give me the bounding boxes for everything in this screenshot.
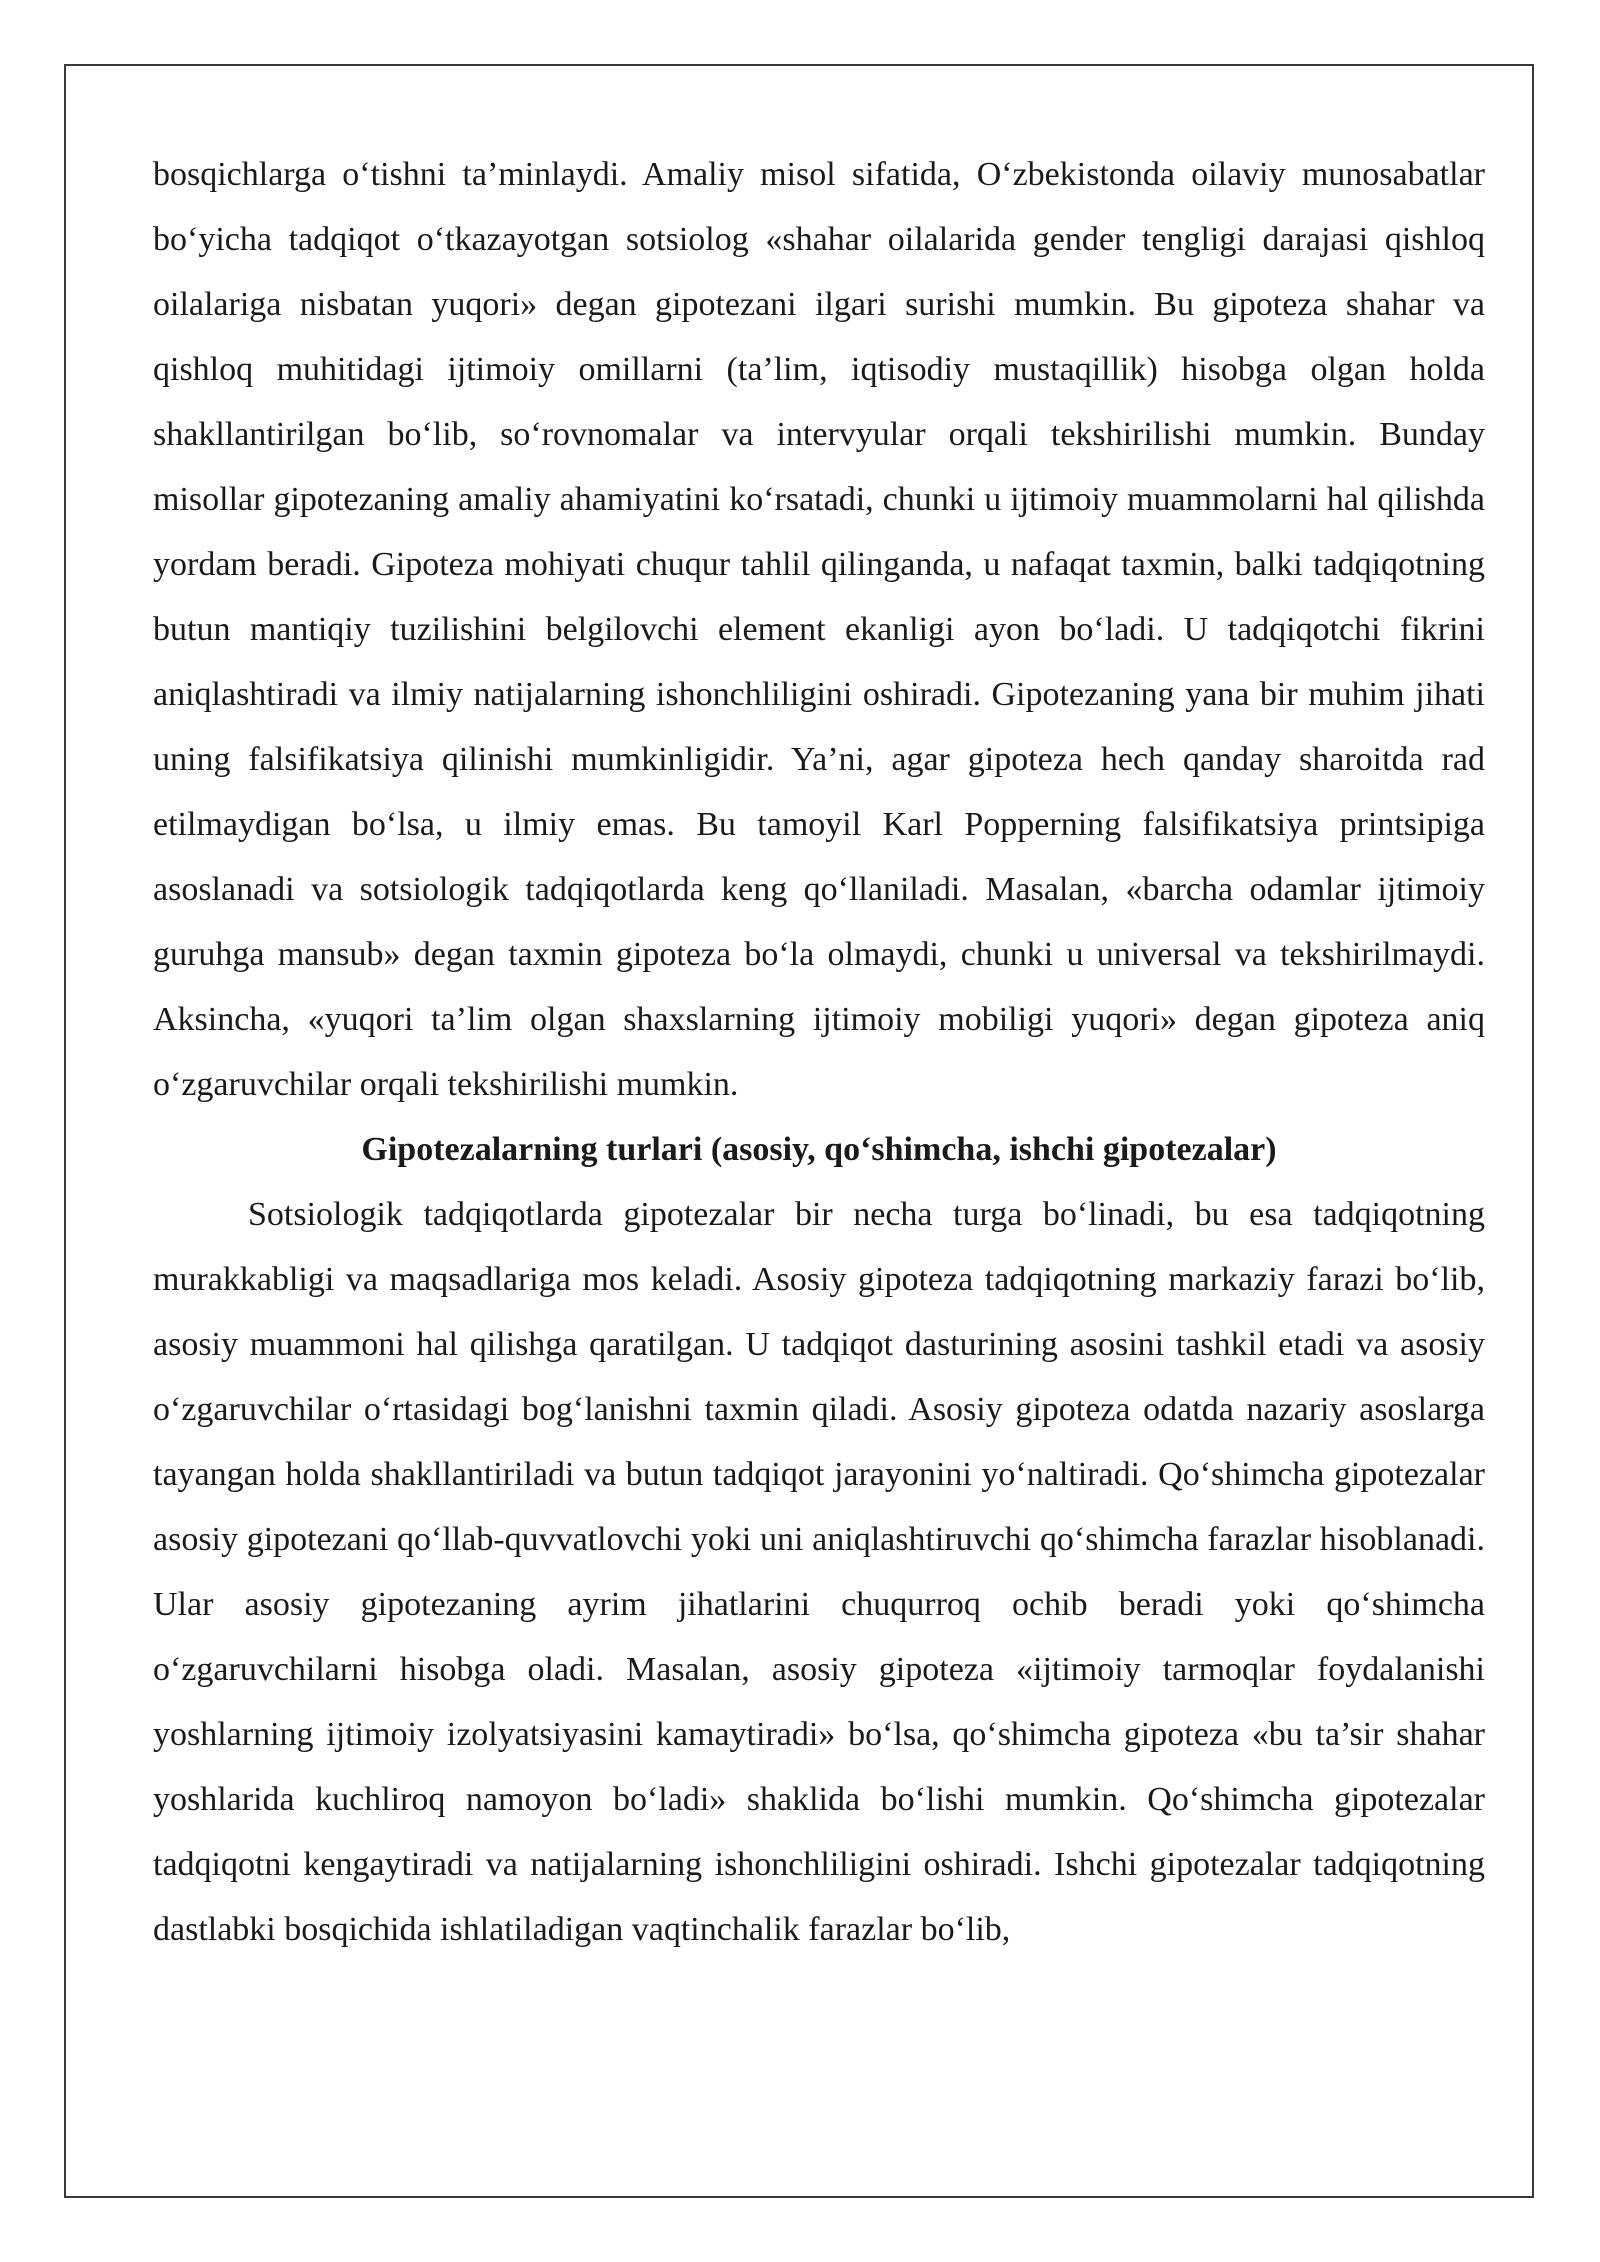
document-body <box>153 142 1485 1962</box>
body-paragraph: Sotsiologik tadqiqotlarda gipotezalar bir necha turga bo‘linadi, bu esa tadqiqotning murakkabligi va maqsadlariga mos keladi. Asosiy gipoteza tadqiqotning markaziy farazi bo‘lib, asosiy muammoni hal qilishga qaratilgan. U tadqiqot dasturining asosini tashkil etadi va asosiy o‘zgaruvchilar o‘rtasidagi bog‘lanishni taxmin qiladi. Asosiy gipoteza odatda nazariy asoslarga tayangan holda shakllantiriladi va butun tadqiqot jarayonini yo‘naltiradi. Qo‘shimcha gipotezalar asosiy gipotezani qo‘llab-quvvatlovchi yoki uni aniqlashtiruvchi qo‘shimcha farazlar hisoblanadi. Ular asosiy gipotezaning ayrim jihatlarini chuqurroq ochib beradi yoki qo‘shimcha o‘zgaruvchilarni hisobga oladi. Masalan, asosiy gipoteza «ijtimoiy tarmoqlar foydalanishi yoshlarning ijtimoiy izolyatsiyasini kamaytiradi» bo‘lsa, qo‘shimcha gipoteza «bu ta’sir shahar yoshlarida kuchliroq namoyon bo‘ladi» shaklida bo‘lishi mumkin. Qo‘shimcha gipotezalar tadqiqotni kengaytiradi va natijalarning ishonchliligini oshiradi. Ishchi gipotezalar tadqiqotning dastlabki bosqichida ishlatiladigan vaqtinchalik farazlar bo‘lib, <box>153 1196 1485 1948</box>
section-heading: Gipotezalarning turlari (asosiy, qo‘shimcha, ishchi gipotezalar) <box>361 1131 1277 1168</box>
body-paragraph: bosqichlarga o‘tishni ta’minlaydi. Amaliy misol sifatida, O‘zbekistonda oilaviy munosabatlar bo‘yicha tadqiqot o‘tkazayotgan sotsiolog «shahar oilalarida gender tengligi darajasi qishloq oilalariga nisbatan yuqori» degan gipotezani ilgari surishi mumkin. Bu gipoteza shahar va qishloq muhitidagi ijtimoiy omillarni (ta’lim, iqtisodiy mustaqillik) hisobga olgan holda shakllantirilgan bo‘lib, so‘rovnomalar va intervyular orqali tekshirilishi mumkin. Bunday misollar gipotezaning amaliy ahamiyatini ko‘rsatadi, chunki u ijtimoiy muammolarni hal qilishda yordam beradi. Gipoteza mohiyati chuqur tahlil qilinganda, u nafaqat taxmin, balki tadqiqotning butun mantiqiy tuzilishini belgilovchi element ekanligi ayon bo‘ladi. U tadqiqotchi fikrini aniqlashtiradi va ilmiy natijalarning ishonchliligini oshiradi. Gipotezaning yana bir muhim jihati uning falsifikatsiya qilinishi mumkinligidir. Ya’ni, agar gipoteza hech qanday sharoitda rad etilmaydigan bo‘lsa, u ilmiy emas. Bu tamoyil Karl Popperning falsifikatsiya printsipiga asoslanadi va sotsiologik tadqiqotlarda keng qo‘llaniladi. Masalan, «barcha odamlar ijtimoiy guruhga mansub» degan taxmin gipoteza bo‘la olmaydi, chunki u universal va tekshirilmaydi. Aksincha, «yuqori ta’lim olgan shaxslarning ijtimoiy mobiligi yuqori» degan gipoteza aniq o‘zgaruvchilar orqali tekshirilishi mumkin. <box>153 156 1485 1103</box>
